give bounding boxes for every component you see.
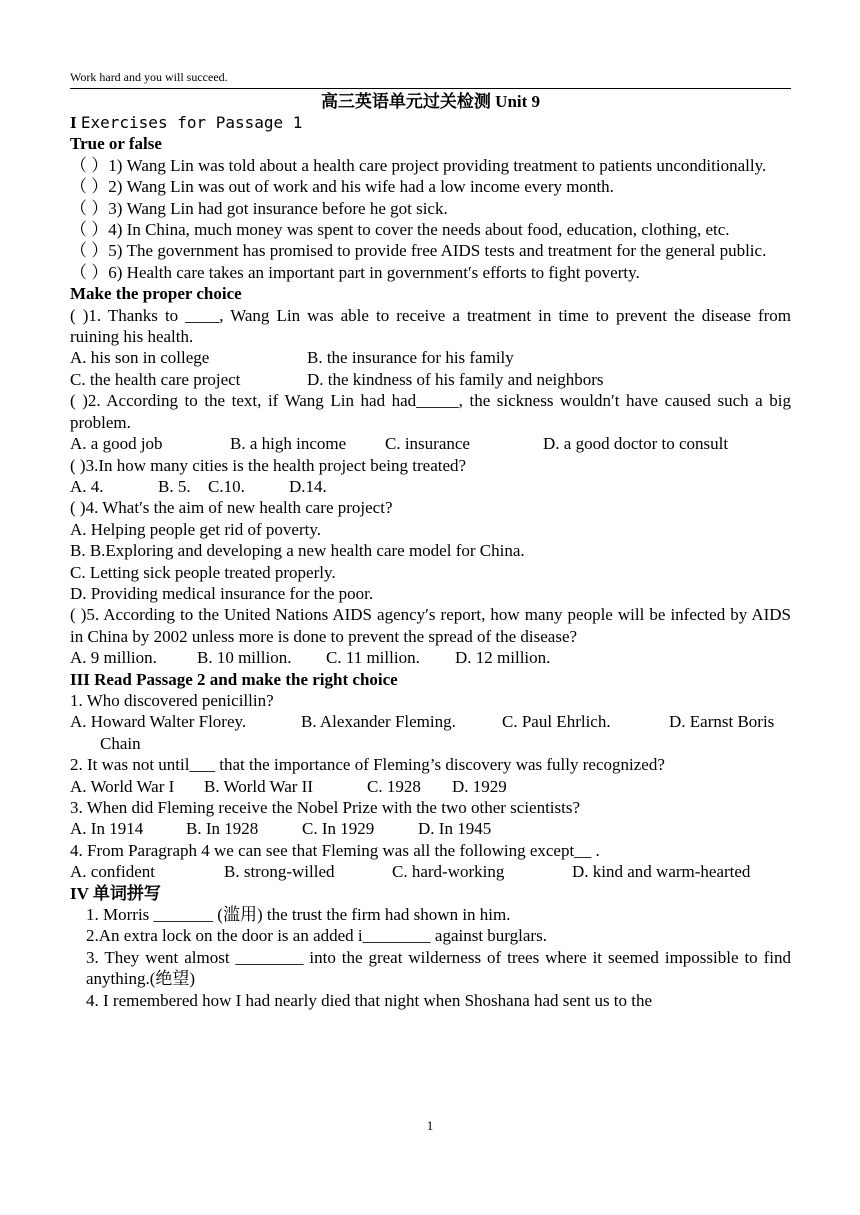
option: C. In 1929 <box>302 819 375 839</box>
option: B. B.Exploring and developing a new health care model for China. <box>70 541 525 561</box>
document-page <box>70 68 791 1011</box>
option: B. World War II <box>204 776 314 796</box>
option: C. Paul Ehrlich. <box>502 712 611 732</box>
option: C.10. <box>208 476 245 496</box>
option-row <box>70 818 791 839</box>
option-row <box>70 861 791 882</box>
option: C. 1928 <box>367 776 421 796</box>
option: B. In 1928 <box>186 819 259 839</box>
option-continuation: Chain <box>100 733 141 753</box>
option: B. 5. <box>158 476 191 496</box>
option: D. Providing medical insurance for the poor. <box>70 583 374 603</box>
option: A. confident <box>70 862 155 882</box>
question-text: 3. When did Fleming receive the Nobel Prize with the two other scientists? <box>70 798 581 817</box>
question-text: ( )3.In how many cities is the health project being treated? <box>70 455 467 475</box>
option: D. In 1945 <box>418 819 492 839</box>
section-heading <box>70 112 791 133</box>
option: D. the kindness of his family and neighbors <box>307 369 604 389</box>
question-text: ( )5. According to the United Nations AIDS agency′s report, how many people will be infected by AIDS in China by 2002 unless more is done to prevent the spread of the disease? <box>70 605 791 646</box>
option: C. 11 million. <box>326 648 420 668</box>
option: D. 12 million. <box>455 648 551 668</box>
option: A. Howard Walter Florey. <box>70 712 247 732</box>
spelling-item: 3. They went almost ________ into the great wilderness of trees where it seemed impossible to find anything.(绝望) <box>86 947 791 989</box>
question-text: 2. It was not until___ that the importance of Fleming’s discovery was fully recognized? <box>70 755 665 775</box>
tf-item: （ ）3) Wang Lin had got insurance before he got sick. <box>70 198 448 218</box>
question-text: ( )4. What′s the aim of new health care project? <box>70 498 393 518</box>
section-roman: I <box>70 113 77 132</box>
option: B. a high income <box>230 434 347 454</box>
tf-item: （ ）4) In China, much money was spent to cover the needs about food, education, clothing, etc. <box>70 220 730 240</box>
spelling-item: 4. I remembered how I had nearly died that night when Shoshana had sent us to the <box>86 990 653 1010</box>
option-row <box>70 476 791 497</box>
option: B. Alexander Fleming. <box>301 712 456 732</box>
tf-heading: True or false <box>70 134 162 154</box>
option: D.14. <box>289 476 327 496</box>
option: C. Letting sick people treated properly. <box>70 562 336 582</box>
mc-heading: Make the proper choice <box>70 284 242 304</box>
option: D. 1929 <box>452 776 507 796</box>
option: A. In 1914 <box>70 819 144 839</box>
option: A. Helping people get rid of poverty. <box>70 519 321 539</box>
page-title: 高三英语单元过关检测 Unit 9 <box>320 92 541 111</box>
option: A. 4. <box>70 476 104 496</box>
option: C. insurance <box>385 434 470 454</box>
option-row <box>70 776 791 797</box>
option: C. the health care project <box>70 369 241 389</box>
question-text: ( )2. According to the text, if Wang Lin had had_____, the sickness wouldn′t have caused such a big problem. <box>70 391 791 432</box>
option: B. 10 million. <box>197 648 292 668</box>
option-row <box>70 647 791 668</box>
spelling-item: 2.An extra lock on the door is an added i________ against burglars. <box>86 926 547 946</box>
option-row <box>70 369 791 390</box>
section-heading: IV 单词拼写 <box>70 883 161 903</box>
option: A. his son in college <box>70 348 210 368</box>
option: A. World War I <box>70 776 175 796</box>
section-heading: III Read Passage 2 and make the right choice <box>70 669 398 689</box>
option-row <box>70 347 791 368</box>
option: B. strong-willed <box>224 862 335 882</box>
header-motto: Work hard and you will succeed. <box>70 68 791 89</box>
option: A. a good job <box>70 434 163 454</box>
option: D. kind and warm-hearted <box>572 862 751 882</box>
question-text: ( )1. Thanks to ____, Wang Lin was able to receive a treatment in time to prevent the disease from ruining his health. <box>70 305 791 347</box>
tf-item: （ ）6) Health care takes an important part in government′s efforts to fight poverty. <box>70 262 640 282</box>
tf-item: （ ）1) Wang Lin was told about a health care project providing treatment to patients unconditionally. <box>70 155 767 175</box>
question-text: 1. Who discovered penicillin? <box>70 690 274 710</box>
tf-item: （ ）5) The government has promised to provide free AIDS tests and treatment for the general public. <box>70 241 767 261</box>
option-row <box>70 711 791 732</box>
option: D. Earnst Boris <box>669 712 775 732</box>
option: B. the insurance for his family <box>307 348 514 368</box>
tf-item: （ ）2) Wang Lin was out of work and his wife had a low income every month. <box>70 177 614 197</box>
spelling-item: 1. Morris _______ (滥用) the trust the firm had shown in him. <box>86 905 511 925</box>
page-number: 1 <box>426 1118 434 1133</box>
option-row <box>70 433 791 454</box>
option: A. 9 million. <box>70 648 157 668</box>
question-text: 4. From Paragraph 4 we can see that Fleming was all the following except__ . <box>70 840 600 860</box>
option: D. a good doctor to consult <box>543 434 729 454</box>
section-heading-text: Exercises for Passage 1 <box>80 113 303 132</box>
option: C. hard-working <box>392 862 505 882</box>
